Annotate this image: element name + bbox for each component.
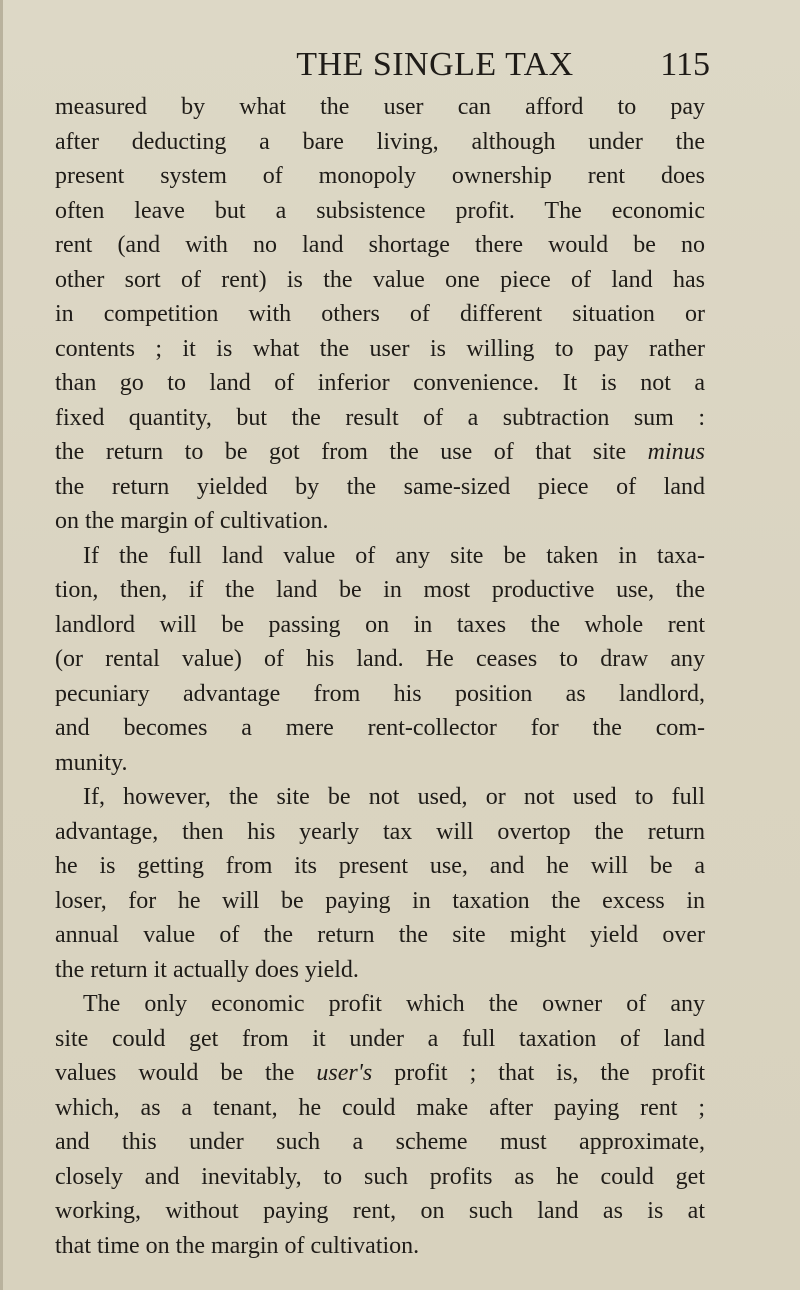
emphasis-minus: minus [647,439,706,465]
text-line: other sort of rent) is the value one piece of land has [55,266,705,293]
page-number: 115 [660,46,710,83]
text-line: working, without paying rent, on such land as is at [55,1198,705,1224]
text-line: on the margin of cultivation. [55,508,329,534]
text-line: and becomes a mere rent-collector for the com- [55,715,705,741]
text-line: tion, then, if the land be in most productive use, the [55,577,705,603]
text-line: fixed quantity, but the result of a subtraction sum : [55,404,705,431]
text-line: munity. [55,749,128,776]
text-line: pecuniary advantage from his position as landlord, [55,680,705,707]
text-line: often leave but a subsistence profit. The economic [55,197,705,224]
text-line: loser, for he will be paying in taxation the excess in [55,887,705,914]
text-line: present system of monopoly ownership rent does [55,163,705,189]
text-line-part: values would be the [55,1060,295,1086]
text-line: closely and inevitably, to such profits as he could get [55,1163,705,1190]
text-line: in competition with others of different situation or [55,301,705,327]
text-line: annual value of the return the site might yield over [55,922,705,948]
text-line: The only economic profit which the owner of any [83,991,705,1017]
text-line: site could get from it under a full taxation of land [55,1025,705,1052]
text-line: the return it actually does yield. [55,956,359,983]
text-line: than go to land of inferior convenience. It is not a [55,370,705,396]
text-line: advantage, then his yearly tax will overtop the return [55,818,705,845]
text-line: after deducting a bare living, although under the [55,128,705,155]
text-line: he is getting from its present use, and he will be a [55,853,705,879]
text-line: and this under such a scheme must approximate, [55,1129,705,1155]
text-line-part: the return to be got from the use of that site [55,439,627,465]
text-line: rent (and with no land shortage there would be no [55,232,705,258]
text-line: (or rental value) of his land. He ceases to draw any [55,646,705,672]
text-line: If, however, the site be not used, or not used to full [83,784,705,810]
page-edge [0,0,3,1290]
text-line [55,435,705,470]
text-line: If the full land value of any site be taken in taxa- [83,542,705,569]
page-header [0,46,800,96]
text-line-part: profit ; that is, the profit [394,1060,706,1086]
running-head: THE SINGLE TAX [296,46,574,83]
text-line: contents ; it is what the user is willing to pay rather [55,335,705,362]
text-line: measured by what the user can afford to pay [55,94,705,120]
text-line: the return yielded by the same-sized piece of land [55,473,705,500]
text-line [55,1056,705,1091]
emphasis-users: user's [316,1060,373,1086]
text-line: landlord will be passing on in taxes the whole rent [55,611,705,638]
body-text [55,90,705,1263]
text-line: that time on the margin of cultivation. [55,1232,420,1259]
text-line: which, as a tenant, he could make after paying rent ; [55,1094,705,1121]
